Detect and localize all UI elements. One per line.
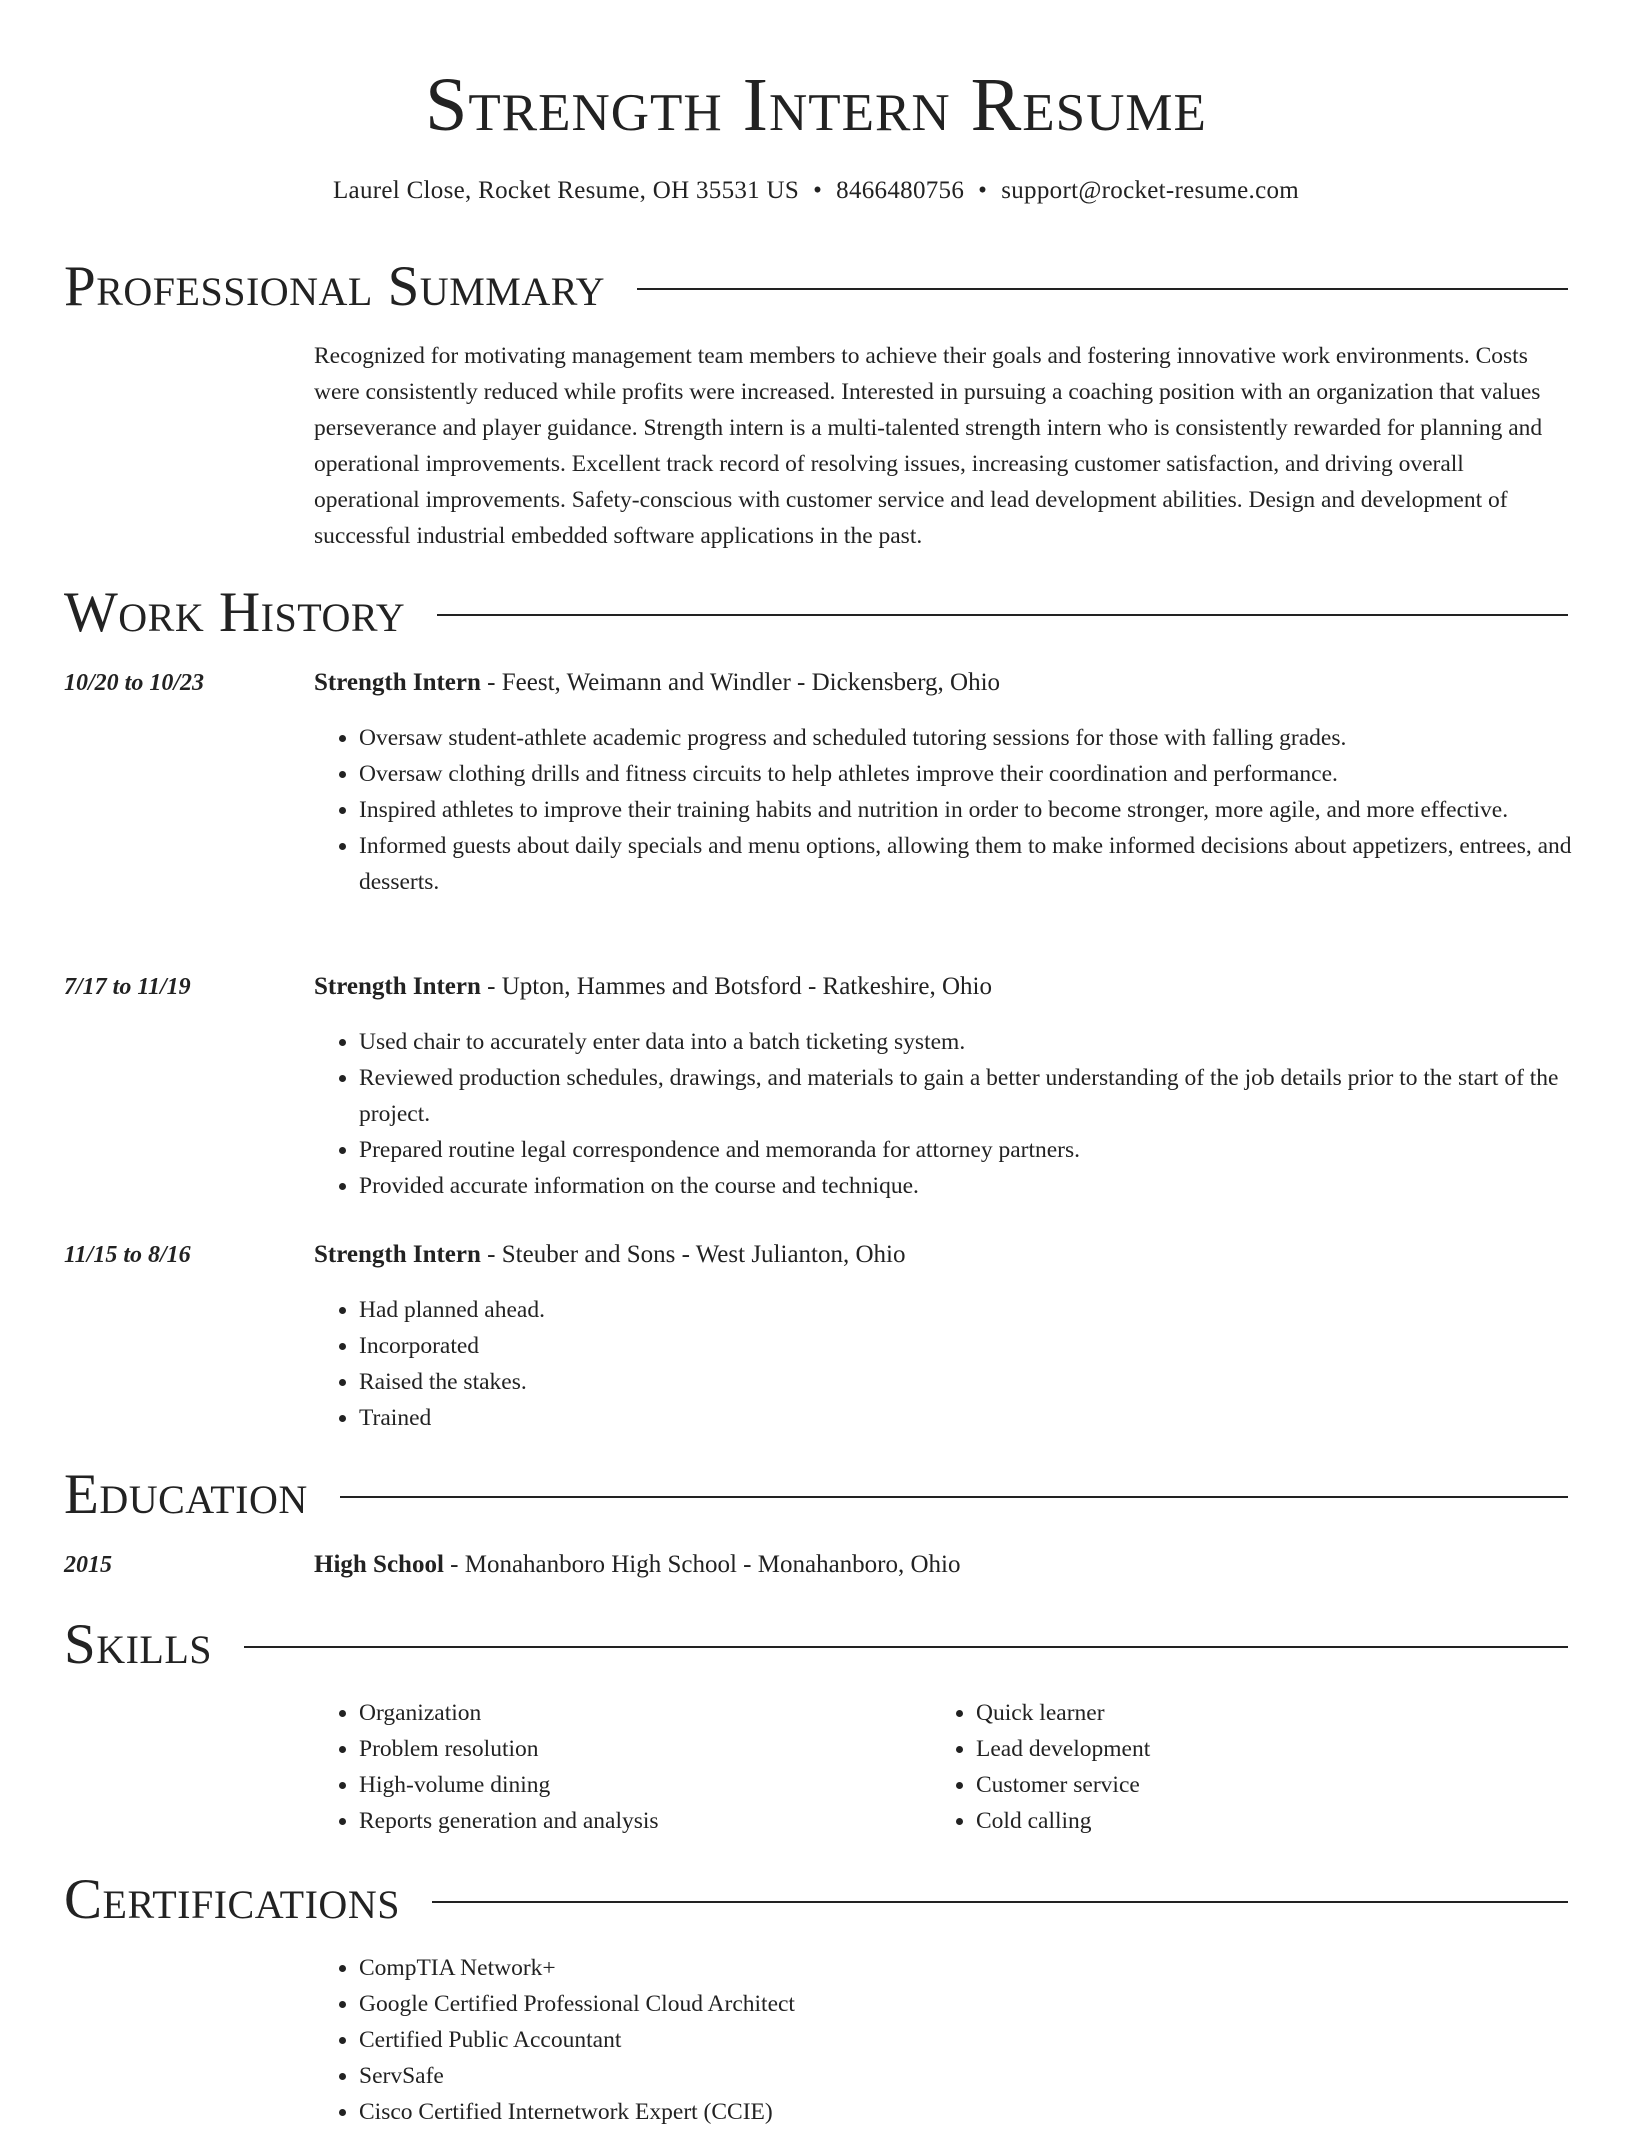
skill-item: • Reports generation and analysis <box>359 1803 919 1839</box>
summary-section-header <box>64 252 1568 322</box>
job-bullets <box>314 720 1615 900</box>
certification-item: • ServSafe <box>359 2058 1615 2094</box>
contact-address: Laurel Close, Rocket Resume, OH 35531 US <box>332 177 800 204</box>
job-details: - Upton, Hammes and Botsford - Ratkeshire, Ohio <box>480 973 992 1000</box>
certification-item: • Certified Public Accountant <box>359 2022 1615 2058</box>
job-details: - Feest, Weimann and Windler - Dickensberg, Ohio <box>480 669 1001 696</box>
resume-title: Strength Intern Resume <box>425 63 1207 147</box>
skill-item: • Customer service <box>976 1767 1536 1803</box>
job-role: Strength Intern <box>314 669 481 696</box>
skills-heading: Skills <box>64 1613 213 1676</box>
contact-phone: 8466480756 <box>836 177 965 204</box>
contact-email: support@rocket-resume.com <box>1001 177 1300 204</box>
section-divider <box>637 288 1568 290</box>
contact-separator: • <box>978 177 988 204</box>
job-role: Strength Intern <box>314 973 481 1000</box>
job-dates: 7/17 to 11/19 <box>64 974 191 1000</box>
certification-item: • Cisco Certified Internetwork Expert (CCIE) <box>359 2094 1615 2130</box>
job-bullet: • Had planned ahead. <box>359 1292 1615 1328</box>
certification-item: • CompTIA Network+ <box>359 1950 1615 1986</box>
section-divider <box>437 614 1568 616</box>
job-bullets <box>314 1292 1615 1436</box>
job-role: Strength Intern <box>314 1241 481 1268</box>
certification-item: • Google Certified Professional Cloud Architect <box>359 1986 1615 2022</box>
job-bullet: • Inspired athletes to improve their training habits and nutrition in order to become stronger, more agile, and more effective. <box>359 792 1615 828</box>
section-divider <box>244 1646 1568 1648</box>
work-history-section-header <box>64 578 1568 648</box>
job-dates: 10/20 to 10/23 <box>64 670 205 696</box>
skill-item: • Problem resolution <box>359 1731 919 1767</box>
job-bullet: • Informed guests about daily specials and menu options, allowing them to make informed decisions about appetizers, entrees, and desserts. <box>359 828 1615 900</box>
job-bullet: • Used chair to accurately enter data into a batch ticketing system. <box>359 1024 1615 1060</box>
job-details: - Steuber and Sons - West Julianton, Ohio <box>480 1241 906 1268</box>
skill-item: • Cold calling <box>976 1803 1536 1839</box>
section-divider <box>340 1496 1568 1498</box>
job-bullet: • Trained <box>359 1400 1615 1436</box>
skill-item: • Lead development <box>976 1731 1536 1767</box>
job-bullet: • Incorporated <box>359 1328 1615 1364</box>
certifications-list <box>314 1950 1615 2130</box>
job-bullet: • Prepared routine legal correspondence and memoranda for attorney partners. <box>359 1132 1615 1168</box>
skills-section-header <box>64 1610 1568 1680</box>
job-header <box>314 1237 906 1273</box>
education-section-header <box>64 1460 1568 1530</box>
work-history-heading: Work History <box>64 581 406 644</box>
job-header <box>314 665 1000 701</box>
job-bullet: • Reviewed production schedules, drawings, and materials to gain a better understanding of the job details prior to the start of the project. <box>359 1060 1615 1132</box>
job-bullet: • Provided accurate information on the course and technique. <box>359 1168 1615 1204</box>
contact-line <box>0 173 1632 209</box>
education-details: - Monahanboro High School - Monahanboro, Ohio <box>443 1551 961 1578</box>
skills-list-left <box>314 1695 919 1839</box>
skill-item: • Organization <box>359 1695 919 1731</box>
job-bullets <box>314 1024 1615 1204</box>
job-dates: 11/15 to 8/16 <box>64 1242 191 1268</box>
skill-item: • Quick learner <box>976 1695 1536 1731</box>
job-bullet: • Oversaw clothing drills and fitness circuits to help athletes improve their coordination and performance. <box>359 756 1615 792</box>
contact-separator: • <box>813 177 823 204</box>
certifications-heading: Certifications <box>64 1868 400 1931</box>
job-bullet: • Oversaw student-athlete academic progress and scheduled tutoring sessions for those with falling grades. <box>359 720 1615 756</box>
education-degree: High School <box>314 1551 444 1578</box>
job-bullet: • Raised the stakes. <box>359 1364 1615 1400</box>
education-heading: Education <box>64 1463 308 1526</box>
skill-item: • High-volume dining <box>359 1767 919 1803</box>
summary-text: Recognized for motivating management team members to achieve their goals and fostering innovative work environments. Costs were consistently reduced while profits were increased. Interested in pursuing a coaching position with an organization that values perseverance and player guidance. Strength intern is a multi-talented strength intern who is consistently rewarded for planning and operational improvements. Excellent track record of resolving issues, increasing customer satisfaction, and driving overall operational improvements. Safety-conscious with customer service and lead development abilities. Design and development of successful industrial embedded software applications in the past. <box>314 343 1543 549</box>
section-divider <box>432 1901 1568 1903</box>
skills-list-right <box>931 1695 1536 1839</box>
job-header <box>314 969 992 1005</box>
summary-heading: Professional Summary <box>64 255 606 318</box>
education-year: 2015 <box>64 1552 112 1578</box>
certifications-section-header <box>64 1865 1568 1935</box>
education-entry <box>314 1547 961 1583</box>
